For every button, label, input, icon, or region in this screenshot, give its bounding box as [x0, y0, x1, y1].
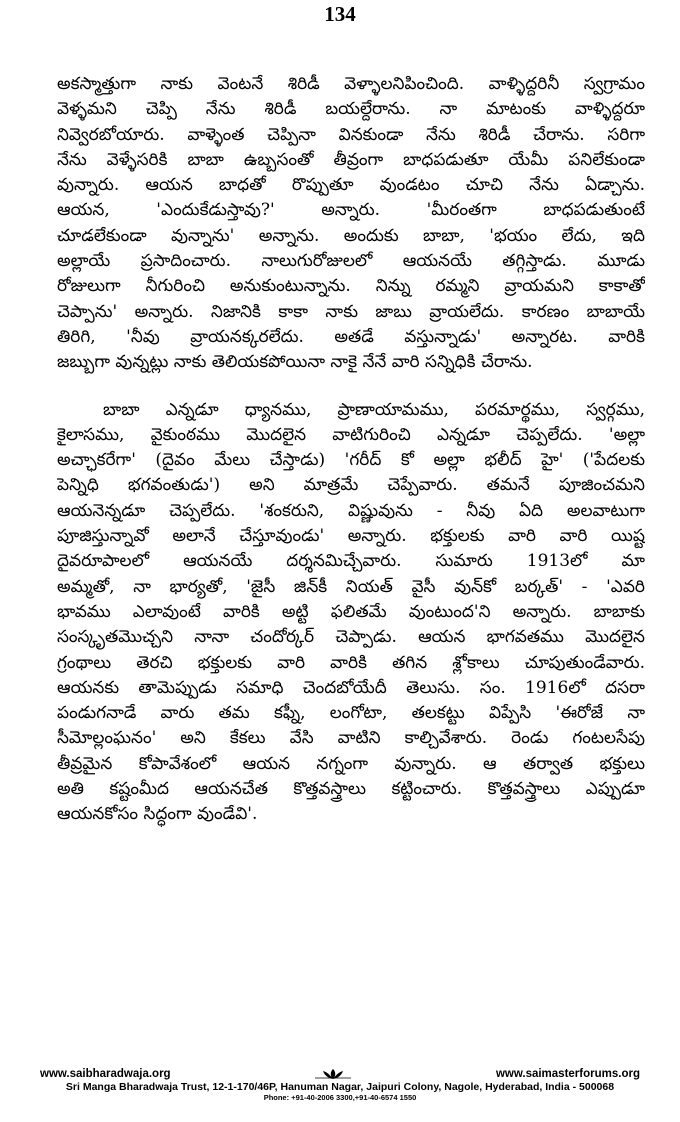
text-line: నివ్వెరబోయారు. వాళ్ళెంత చెప్పినా వినకుండా నేను శిరిడీ చేరాను. సరిగా: [57, 124, 645, 145]
text-line: తీవ్రమైన కోపావేశంలో ఆయన నగ్నంగా వున్నారు. ఆ తర్వాత భక్తులు: [57, 753, 645, 774]
phone-numbers: Phone: +91-40-2006 3300,+91-40-6574 1550: [263, 1093, 417, 1102]
text-line: వెళ్ళమని చెప్పి నేను శిరిడీ బయల్దేరాను. నా మాటంకు వాళ్ళిద్దరూ: [57, 99, 645, 120]
page-number: 134: [324, 2, 356, 26]
text-line: వున్నారు. ఆయన బాధతో రొప్పుతూ వుండటం చూచి నేను ఏడ్చాను.: [57, 175, 645, 196]
text-line: బాబా ఎన్నడూ ధ్యానము, ప్రాణాయామము, పరమార్థము, స్వర్గము,: [103, 399, 645, 420]
text-line: అకస్మాత్తుగా నాకు వెంటనే శిరిడీ వెళ్ళాలనిపించింది. వాళ్ళిద్దరినీ స్వగ్రామం: [57, 74, 645, 94]
lotus-ornament-icon: [313, 1068, 353, 1080]
body-text: [57, 72, 645, 828]
text-line: అమ్మతో, నా భార్యతో, 'జైసీ జిన్‌కీ నియత్ వైసీ వున్‌కో బర్కత్' - 'ఎవరి: [57, 576, 645, 597]
text-line: సంస్కృతమొచ్చని నానా చందోర్కర్ చెప్పాడు. ఆయన భాగవతము మొదలైన: [57, 627, 645, 648]
paragraph-1: [57, 72, 645, 376]
text-line: చూడలేకుండా వున్నాను' అన్నాను. అందుకు బాబా, 'భయం లేదు, ఇది: [57, 225, 645, 246]
website-right-link[interactable]: www.saimasterforums.org: [495, 1068, 640, 1080]
text-line: ఆయనకోసం సిద్ధంగా వుండేవి'.: [57, 804, 258, 825]
footer-links: [40, 1068, 640, 1080]
text-line: సీమోల్లంఘనం' అని కేకలు వేసి వాటిని కాల్చివేశారు. రెండు గంటలసేపు: [57, 728, 645, 749]
text-line: పూజిస్తున్నావో అలానే చేస్తూవుండు' అన్నారు. భక్తులకు వారి వారి యిష్ట: [57, 526, 645, 547]
paragraph-2: [57, 398, 645, 828]
text-line: దైవరూపాలలో ఆయనయే దర్శనమిచ్చేవారు. సుమారు 1913లో మా: [57, 551, 645, 572]
text-line: ఆయనెన్నడూ చెప్పలేదు. 'శంకరుని, విష్ణువును - నీవు ఏది అలవాటుగా: [57, 500, 645, 521]
text-line: జబ్బుగా వున్నట్లు నాకు తెలియకపోయినా నాకై నేనే వారి సన్నిధికి చేరాను.: [57, 352, 533, 373]
page-footer: [40, 1068, 640, 1102]
text-line: రోజులుగా నీగురించి అనుకుంటున్నాను. నిన్ను రమ్మని వ్రాయమని కాకాతో: [57, 276, 645, 297]
text-line: ఆయన, 'ఎందుకేడుస్తావు?' అన్నారు. 'మీరంతగా బాధపడుతుంటే: [57, 200, 645, 221]
text-line: నేను వెళ్ళేసరికి బాబా ఉబ్బసంతో తీవ్రంగా బాధపడుతూ యేమీ పనిలేకుండా: [57, 149, 645, 170]
text-line: ఆయనకు తామెప్పుడు సమాధి చెందబోయేదీ తెలుసు. సం. 1916లో దసరా: [57, 677, 645, 698]
paragraph-gap: [57, 376, 645, 398]
text-line: అతి కష్టంమీద ఆయనచేత కొత్తవస్త్రాలు కట్టించారు. కొత్తవస్త్రాలు ఎప్పుడూ: [57, 779, 645, 800]
text-line: అల్లాయే ప్రసాదించారు. నాలుగురోజులలో ఆయనయే తగ్గిస్తాడు. మూడు: [57, 251, 645, 272]
text-line: చెప్పాను' అన్నారు. నిజానికి కాకా నాకు జాబు వ్రాయలేదు. కారణం బాబాయే: [57, 301, 645, 322]
text-line: పెన్నిధి భగవంతుడు') అని మాత్రమే చెప్పేవారు. తమనే పూజించమని: [57, 475, 645, 496]
text-line: కైలాసము, వైకుంఠము మొదలైన వాటిగురించి ఎన్నడూ చెప్పలేదు. 'అల్లా: [57, 424, 645, 445]
text-line: గ్రంథాలు తెరచి భక్తులకు వారి వారికి తగిన శ్లోకాలు చూపుతుండేవారు.: [57, 652, 645, 673]
text-line: అచ్ఛాకరేగా' (దైవం మేలు చేస్తాడు) 'గరీద్ కో అల్లా భలీద్ హై' ('పేదలకు: [57, 450, 645, 471]
text-line: తిరిగి, 'నీవు వ్రాయనక్కరలేదు. అతడే వస్తున్నాడు' అన్నారట. వారికి: [57, 326, 645, 347]
trust-address: Sri Manga Bharadwaja Trust, 12-1-170/46P, Hanuman Nagar, Jaipuri Colony, Nagole, Hyderabad, India - 500068: [65, 1081, 615, 1093]
text-line: పండుగనాడే వారు తమ కఫ్నీ, లంగోటా, తలకట్టు విప్పేసి 'ఈరోజే నా: [57, 703, 645, 724]
text-line: భావము ఎలావుంటే వారికి అట్టి ఫలితమే వుంటుంద'ని అన్నారు. బాబాకు: [57, 601, 645, 622]
website-left-link[interactable]: www.saibharadwaja.org: [40, 1068, 171, 1080]
